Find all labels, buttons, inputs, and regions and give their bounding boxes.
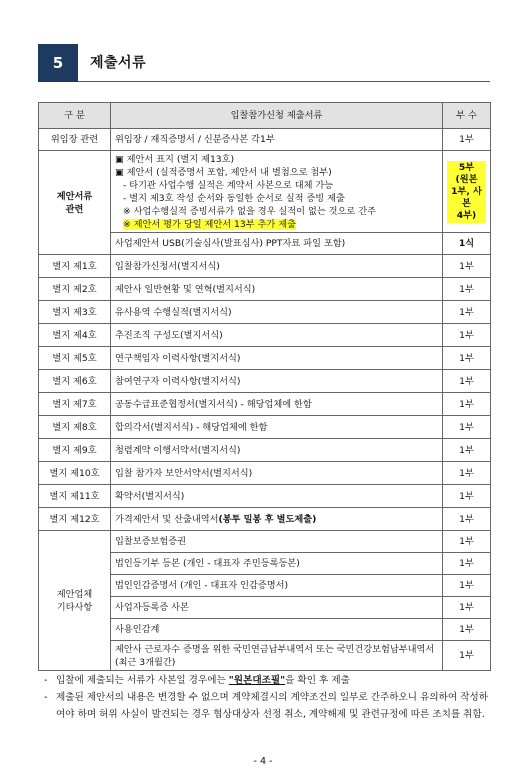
row-documents: 확약서(별지서식) (111, 485, 443, 508)
row-category: 별지 제1호 (39, 255, 111, 278)
table-row (39, 255, 491, 278)
note-item (42, 689, 490, 723)
row-copies: 1부 (443, 370, 491, 393)
proposal-line: ※ 사업수행실적 증빙서류가 없을 경우 실적이 없는 것으로 간주 (123, 205, 376, 217)
row-category: 별지 제7호 (39, 393, 111, 416)
row-documents: 위임장 / 재직증명서 / 신분증사본 각1부 (111, 129, 443, 151)
row-documents: 연구책임자 이력사항(별지서식) (111, 347, 443, 370)
row-copies: 1부 (443, 575, 491, 597)
section-title: 제출서류 (90, 55, 147, 71)
row-copies: 1부 (443, 129, 491, 151)
proposal-documents (111, 151, 443, 233)
row-documents: 추진조직 구성도(별지서식) (111, 324, 443, 347)
table-row (39, 485, 491, 508)
row-copies: 1부 (443, 485, 491, 508)
row-documents: 입찰참가신청서(별지서식) (111, 255, 443, 278)
row-category: 별지 제3호 (39, 301, 111, 324)
row-category: 별지 제9호 (39, 439, 111, 462)
row-copies: 1부 (443, 324, 491, 347)
row-documents: 사업제안서 USB(기술심사(발표심사) PPT자료 파일 포함) (111, 233, 443, 255)
row-category: 별지 제10호 (39, 462, 111, 485)
row-documents: 입찰 참가자 보안서약서(별지서식) (111, 462, 443, 485)
row-category: 위임장 관련 (39, 129, 111, 151)
section-header (38, 44, 490, 82)
row-category: 별지 제12호 (39, 508, 111, 531)
table-row (39, 439, 491, 462)
row-documents: 법인인감증명서 (개인 - 대표자 인감증명서) (111, 575, 443, 597)
header-documents: 입찰참가신청 제출서류 (111, 103, 443, 129)
row-documents (111, 508, 443, 531)
row-category: 별지 제6호 (39, 370, 111, 393)
row-copies: 1부 (443, 347, 491, 370)
row-documents: 법인등기부 등본 (개인 - 대표자 주민등록등본) (111, 553, 443, 575)
table-row (39, 462, 491, 485)
note-text: 입찰에 제출되는 서류가 사본일 경우에는 (56, 675, 229, 686)
row-documents: 유사용역 수행실적(별지서식) (111, 301, 443, 324)
table-row (39, 278, 491, 301)
form12-note: (봉투 밀봉 후 별도제출) (218, 513, 317, 525)
row-documents: 청렴계약 이행서약서(별지서식) (111, 439, 443, 462)
note-emphasis: "원본대조필" (228, 675, 286, 686)
proposal-line: - 별지 제3호 작성 순서와 동일한 순서로 실적 증빙 제출 (123, 192, 345, 204)
header-category: 구 분 (39, 103, 111, 129)
row-documents: 제안사 근로자수 증명을 위한 국민연금납부내역서 또는 국민건강보험납부내역서(최근 3개월간) (111, 641, 443, 671)
table-row (39, 347, 491, 370)
row-documents: 사용인감계 (111, 619, 443, 641)
proposal-line: ▣ 제안서 표지 (별지 제13호) (115, 153, 235, 165)
row-copies: 1부 (443, 462, 491, 485)
table-row (39, 324, 491, 347)
table-row (39, 151, 491, 233)
row-copies: 1부 (443, 531, 491, 553)
header-copies: 부 수 (443, 103, 491, 129)
proposal-line: ▣ 제안서 (실적증명서 포함, 제안서 내 별첨으로 첨부) (115, 166, 332, 178)
row-copies: 1부 (443, 597, 491, 619)
row-category: 별지 제4호 (39, 324, 111, 347)
row-copies: 1부 (443, 619, 491, 641)
row-copies: 1부 (443, 278, 491, 301)
table-row (39, 508, 491, 531)
section-number: 5 (38, 44, 78, 82)
submission-documents-table (38, 102, 491, 671)
row-category: 별지 제8호 (39, 416, 111, 439)
table-row (39, 129, 491, 151)
table-row (39, 393, 491, 416)
note-bullet: - (44, 692, 48, 703)
row-copies: 1부 (443, 393, 491, 416)
section-divider (78, 81, 490, 82)
row-copies: 1식 (443, 233, 491, 255)
row-copies: 1부 (443, 439, 491, 462)
row-category: 별지 제2호 (39, 278, 111, 301)
row-copies: 1부 (443, 508, 491, 531)
table-row (39, 531, 491, 553)
row-copies: 1부 (443, 255, 491, 278)
note-text: 제출된 제안서의 내용은 변경할 수 없으며 계약체결시의 계약조건의 일부로 간주하오니 유의하여 작성하여야 하며 허위 사실이 발견되는 경우 협상대상자 선정 취소, 계약해제 및 관련규정에 따른 조치를 취함. (56, 692, 489, 720)
row-category: 제안업체 기타사항 (39, 531, 111, 671)
row-copies: 1부 (443, 553, 491, 575)
row-copies: 1부 (443, 301, 491, 324)
row-documents: 입찰보증보험증권 (111, 531, 443, 553)
note-bullet: - (44, 675, 48, 686)
note-item (42, 672, 490, 689)
table-row (39, 301, 491, 324)
notes (42, 672, 490, 723)
table-header-row (39, 103, 491, 129)
row-documents: 공동수급표준협정서(별지서식) - 해당업체에 한함 (111, 393, 443, 416)
proposal-line-highlight: ※ 제안서 평가 당일 제안서 13부 추가 제출 (123, 218, 296, 230)
row-category: 제안서류 관련 (39, 151, 111, 255)
row-copies: 1부 (443, 416, 491, 439)
table-row (39, 416, 491, 439)
row-documents: 사업자등록증 사본 (111, 597, 443, 619)
row-category: 별지 제11호 (39, 485, 111, 508)
row-copies: 1부 (443, 641, 491, 671)
page-number: - 4 - (253, 756, 273, 767)
form12-documents: 가격제안서 및 산출내역서 (115, 513, 219, 525)
table-row (39, 370, 491, 393)
proposal-line: - 타기관 사업수행 실적은 계약서 사본으로 대체 가능 (123, 179, 334, 191)
row-category: 별지 제5호 (39, 347, 111, 370)
row-documents: 합의각서(별지서식) - 해당업체에 한함 (111, 416, 443, 439)
note-text: 을 확인 후 제출 (285, 675, 350, 686)
row-documents: 제안사 일반현황 및 연혁(별지서식) (111, 278, 443, 301)
proposal-copies: 5부 (원본 1부, 사본 4부) (447, 161, 486, 223)
row-documents: 참여연구자 이력사항(별지서식) (111, 370, 443, 393)
